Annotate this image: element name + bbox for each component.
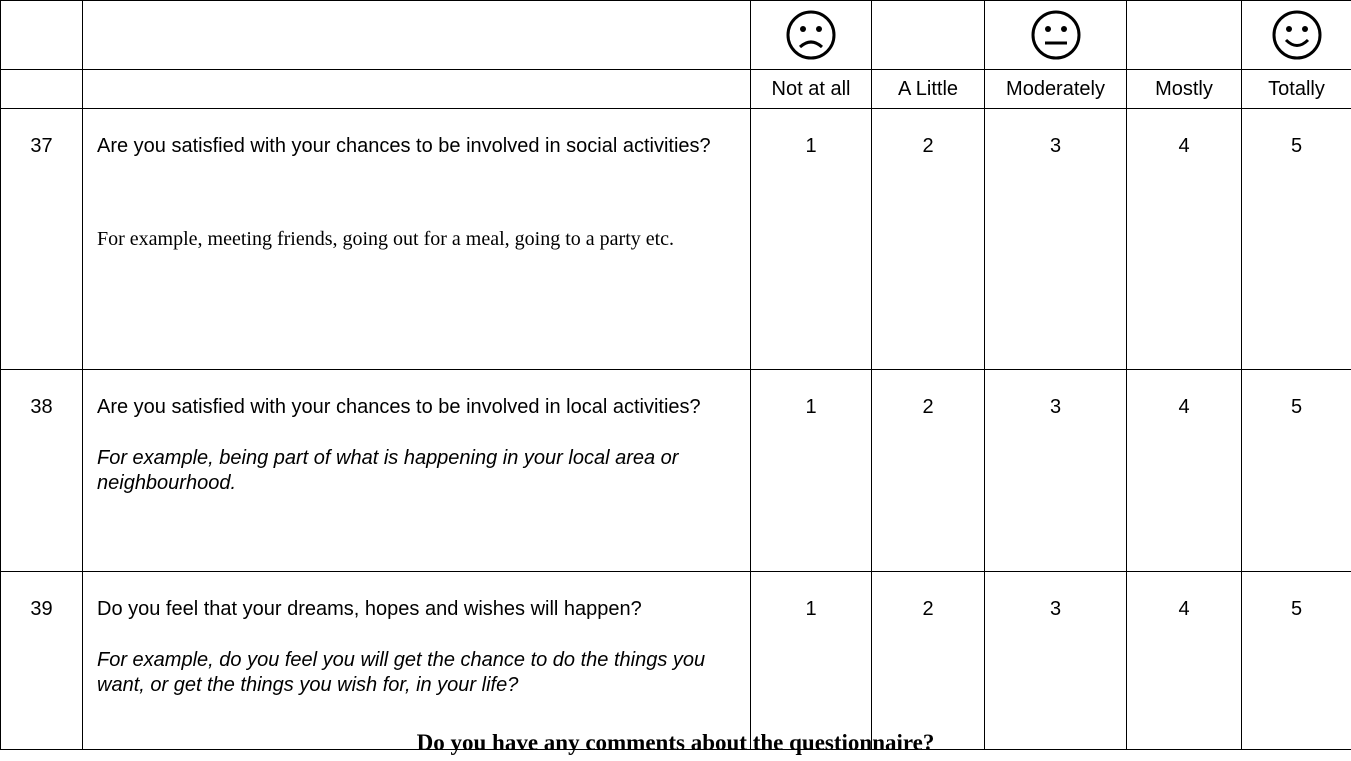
question-cell [83,109,751,370]
question-text: Do you feel that your dreams, hopes and wishes will happen? [97,598,642,620]
scale-label-2: A Little [872,70,985,109]
question-cell [83,572,751,750]
question-cell [83,370,751,572]
question-row [1,109,1351,370]
neutral-face-icon [1030,9,1082,61]
rating-option-4[interactable]: 4 [1127,109,1242,370]
rating-option-4[interactable]: 4 [1127,370,1242,572]
scale-label-1: Not at all [751,70,872,109]
question-number: 37 [1,109,83,370]
sad-face-icon [785,9,837,61]
rating-option-2[interactable]: 2 [872,370,985,572]
rating-option-3[interactable]: 3 [985,370,1127,572]
question-example: For example, being part of what is happening in your local area or neighbourhood. [97,447,679,494]
rating-option-1[interactable]: 1 [751,572,872,750]
scale-label-row [1,70,1351,109]
happy-face-icon [1271,9,1323,61]
scale-label-3: Moderately [985,70,1127,109]
scale-label-5: Totally [1242,70,1351,109]
rating-option-1[interactable]: 1 [751,109,872,370]
face-cell-totally [1242,1,1351,70]
rating-option-5[interactable]: 5 [1242,109,1351,370]
question-number: 39 [1,572,83,750]
question-number: 38 [1,370,83,572]
question-text: Are you satisfied with your chances to be involved in local activities? [97,396,701,418]
rating-option-5[interactable]: 5 [1242,370,1351,572]
face-header-row [1,1,1351,70]
rating-option-2[interactable]: 2 [872,109,985,370]
face-cell-not-at-all [751,1,872,70]
question-row [1,370,1351,572]
rating-option-3[interactable]: 3 [985,109,1127,370]
face-cell-moderately [985,1,1127,70]
empty-header-cell [1,70,83,109]
rating-option-1[interactable]: 1 [751,370,872,572]
question-example: For example, do you feel you will get the chance to do the things you want, or get the things you wish for, in your life? [97,649,706,696]
question-text: Are you satisfied with your chances to be involved in social activities? [97,135,711,157]
rating-option-2[interactable]: 2 [872,572,985,750]
rating-option-5[interactable]: 5 [1242,572,1351,750]
rating-option-3[interactable]: 3 [985,572,1127,750]
scale-label-4: Mostly [1127,70,1242,109]
empty-header-cell [1,1,83,70]
question-row [1,572,1351,750]
empty-header-cell [83,70,751,109]
empty-face-cell [1127,1,1242,70]
comments-prompt: Do you have any comments about the questionnaire? [416,730,935,755]
empty-face-cell [872,1,985,70]
question-example: For example, meeting friends, going out for a meal, going to a party etc. [97,228,675,250]
empty-header-cell [83,1,751,70]
rating-option-4[interactable]: 4 [1127,572,1242,750]
